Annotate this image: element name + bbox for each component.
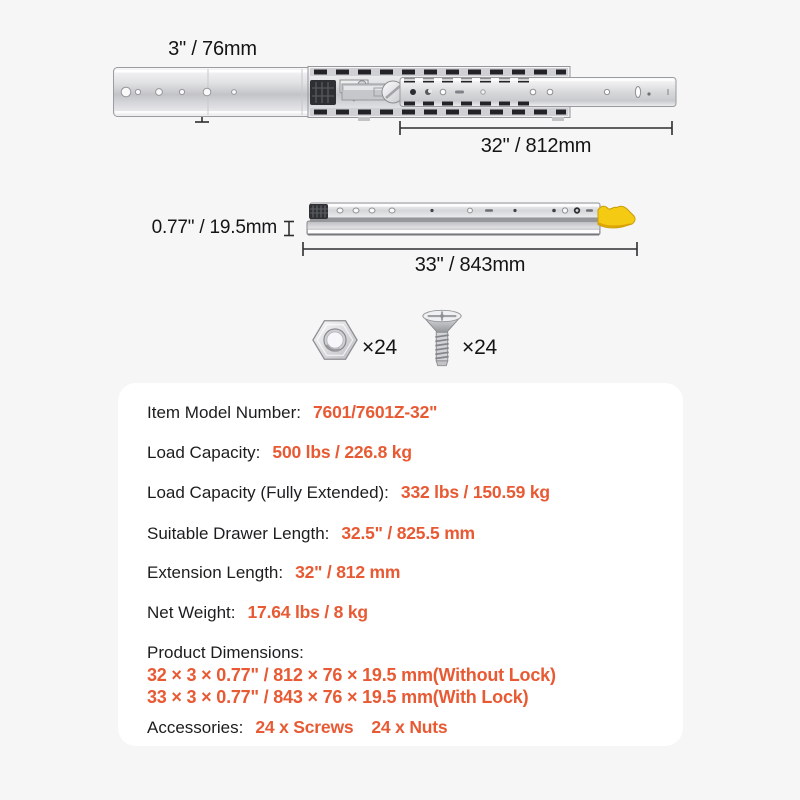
dimensions-with-lock: 33 × 3 × 0.77" / 843 × 76 × 19.5 mm(With Lock) [147, 687, 529, 707]
spec-label: Net Weight: [147, 603, 236, 622]
thickness-dimension-line [281, 220, 297, 237]
spec-value: 500 lbs / 226.8 kg [272, 442, 412, 462]
spec-value: 7601/7601Z-32" [313, 402, 438, 422]
spec-row-extension-length [147, 562, 400, 583]
hex-nut-icon [311, 317, 359, 363]
spec-label: Item Model Number: [147, 403, 301, 422]
spec-label: Load Capacity: [147, 443, 261, 462]
spec-panel [118, 383, 683, 746]
spec-label: Extension Length: [147, 563, 284, 582]
countersunk-screw-icon [421, 306, 463, 370]
spec-label: Load Capacity (Fully Extended): [147, 483, 389, 502]
spec-row-accessories [147, 717, 447, 738]
accessories-screws-value: 24 x Screws [255, 717, 354, 737]
thickness-dimension-label: 0.77" / 19.5mm [151, 217, 277, 238]
extension-dimension-label: 32" / 812mm [480, 135, 592, 157]
spec-row-model [147, 402, 437, 423]
spec-row-net-weight [147, 602, 368, 623]
closed-slide-illustration [302, 196, 638, 240]
spec-row-drawer-length [147, 523, 475, 544]
spec-value: 32.5" / 825.5 mm [341, 523, 475, 543]
dimensions-without-lock: 32 × 3 × 0.77" / 812 × 76 × 19.5 mm(Without Lock) [147, 665, 556, 685]
spec-value: 332 lbs / 150.59 kg [400, 482, 550, 502]
height-dimension-label: 3" / 76mm [168, 38, 257, 60]
spec-label: Suitable Drawer Length: [147, 524, 330, 543]
spec-row-load-capacity-extended [147, 482, 550, 503]
spec-label: Accessories: [147, 718, 244, 737]
length-dimension-label: 33" / 843mm [414, 254, 526, 276]
extension-dimension-line [399, 120, 673, 136]
accessories-nuts-value: 24 x Nuts [371, 717, 448, 737]
spec-row-product-dimensions [147, 643, 304, 663]
spec-value: 32" / 812 mm [295, 562, 401, 582]
spec-value: 17.64 lbs / 8 kg [247, 602, 368, 622]
screw-count-label: ×24 [462, 336, 498, 359]
spec-row-load-capacity [147, 442, 412, 463]
nut-count-label: ×24 [362, 336, 398, 359]
spec-label: Product Dimensions: [147, 643, 304, 662]
extended-slide-illustration [112, 61, 678, 123]
